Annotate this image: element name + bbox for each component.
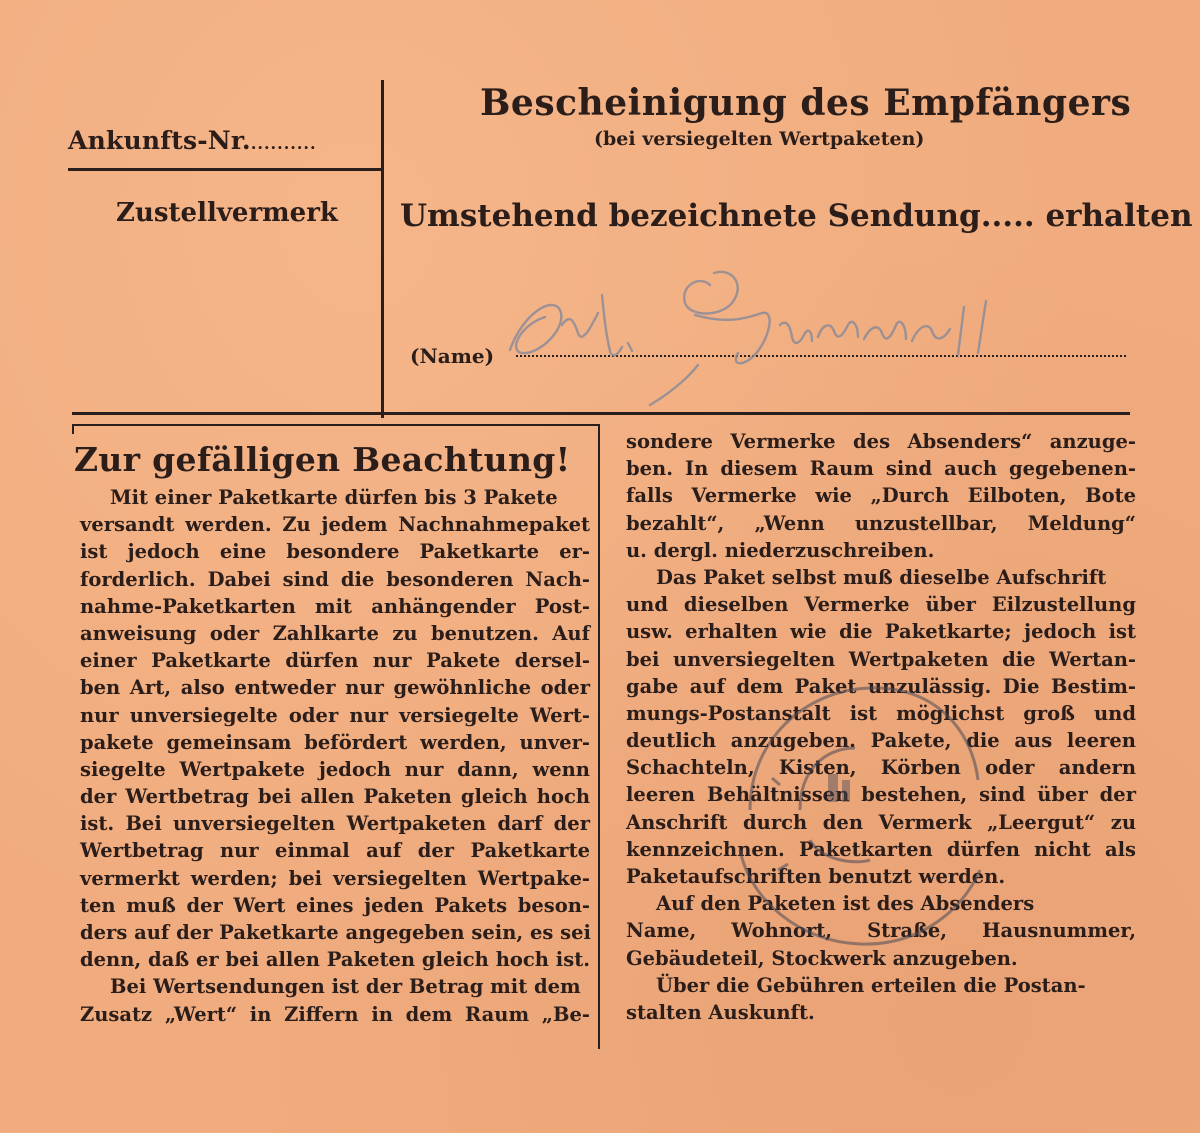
notice-line: Zusatz „Wert“ in Ziffern in dem Raum „Be- — [80, 1002, 590, 1026]
notice-line: ders auf der Paketkarte angegeben sein, es sei — [80, 921, 591, 944]
notice-line: sondere Vermerke des Absenders“ anzuge- — [626, 430, 1136, 453]
notice-line: Wertbetrag nur einmal auf der Paketkarte — [80, 839, 590, 863]
arrival-number-dots: .......... — [250, 134, 317, 153]
certificate-title: Bescheinigung des Empfängers — [480, 82, 1132, 124]
notice-line: anweisung oder Zahlkarte zu benutzen. Auf — [80, 621, 590, 645]
notice-line: usw. erhalten wie die Paketkarte; jedoch ist — [626, 620, 1136, 644]
notice-line: nahme-Paketkarten mit anhängender Post- — [80, 594, 590, 618]
notice-line: stalten Auskunft. — [626, 1000, 815, 1024]
notice-line: siegelte Wertpakete jedoch nur dann, wenn — [80, 757, 590, 781]
notice-line: Anschrift durch den Vermerk „Leergut“ zu — [626, 810, 1136, 834]
certificate-statement: Umstehend bezeichnete Sendung..... erhalten — [400, 198, 1193, 234]
vertical-rule-top — [381, 80, 384, 418]
arrival-number-field — [68, 126, 317, 155]
notice-heading: Zur gefälligen Beachtung! — [74, 440, 571, 479]
notice-line: ben Art, also entweder nur gewöhnliche oder — [80, 676, 590, 700]
notice-line: Paketaufschriften benutzt werden. — [626, 865, 1006, 888]
postmark-stamp — [710, 660, 1010, 960]
notice-line: kennzeichnen. Paketkarten dürfen nicht als — [626, 837, 1136, 861]
notice-line: ten muß der Wert eines jeden Pakets beson- — [80, 893, 590, 917]
notice-line: einer Paketkarte dürfen nur Pakete dersel- — [80, 649, 590, 673]
arrival-number-label: Ankunfts-Nr. — [68, 126, 251, 155]
notice-line: falls Vermerke wie „Durch Eilboten, Bote — [626, 484, 1136, 508]
notice-line: mungs-Postanstalt ist möglichst groß und — [626, 701, 1136, 725]
certificate-subtitle: (bei versiegelten Wertpaketen) — [594, 128, 925, 150]
horizontal-rule-left-box-top — [72, 424, 598, 426]
notice-line: Auf den Paketen ist des Absenders — [656, 892, 1035, 916]
notice-line: der Wertbetrag bei allen Paketen gleich hoch — [80, 785, 590, 809]
notice-line: versandt werden. Zu jedem Nachnahmepaket — [80, 513, 590, 537]
notice-line: Bei Wertsendungen ist der Betrag mit dem — [110, 975, 581, 999]
notice-line: deutlich anzugeben. Pakete, die aus leeren — [626, 729, 1136, 753]
notice-line: Mit einer Paketkarte dürfen bis 3 Pakete — [110, 486, 558, 509]
notice-line: Gebäudeteil, Stockwerk anzugeben. — [626, 946, 1018, 970]
notice-line: bei unversiegelten Wertpaketen die Wertan- — [626, 647, 1136, 671]
notice-line: forderlich. Dabei sind die besonderen Nach- — [80, 567, 590, 591]
name-label: (Name) — [410, 344, 495, 368]
notice-line: Das Paket selbst muß dieselbe Aufschrift — [656, 565, 1107, 589]
notice-line: ben. In diesem Raum sind auch gegebenen- — [626, 457, 1136, 481]
delivery-note-label: Zustellvermerk — [116, 198, 338, 228]
notice-left-column — [80, 484, 590, 1028]
notice-line: vermerkt werden; bei versiegelten Wertpake- — [80, 866, 590, 890]
notice-line: denn, daß er bei allen Paketen gleich hoch ist. — [80, 948, 590, 972]
notice-line: u. dergl. niederzuschreiben. — [626, 538, 935, 562]
notice-line: leeren Behältnissen bestehen, sind über der — [626, 783, 1136, 807]
handwritten-signature — [500, 255, 1060, 415]
notice-line: pakete gemeinsam befördert werden, unver- — [80, 730, 590, 754]
notice-line: nur unversiegelte oder nur versiegelte Wert- — [80, 703, 590, 727]
notice-line: Über die Gebühren erteilen die Postan- — [656, 973, 1086, 997]
notice-line: und dieselben Vermerke über Eilzustellung — [626, 593, 1136, 617]
vertical-rule-bottom — [598, 424, 600, 1049]
notice-line: ist. Bei unversiegelten Wertpaketen darf der — [80, 812, 590, 836]
notice-line: bezahlt“, „Wenn unzustellbar, Meldung“ — [626, 511, 1136, 535]
horizontal-rule-top-left — [68, 168, 383, 171]
notice-line: ist jedoch eine besondere Paketkarte er- — [80, 540, 590, 564]
notice-line: gabe auf dem Paket unzulässig. Die Bestim- — [626, 674, 1136, 698]
notice-line: Name, Wohnort, Straße, Hausnummer, — [626, 919, 1136, 943]
notice-line: Schachteln, Kisten, Körben oder andern — [626, 756, 1136, 780]
